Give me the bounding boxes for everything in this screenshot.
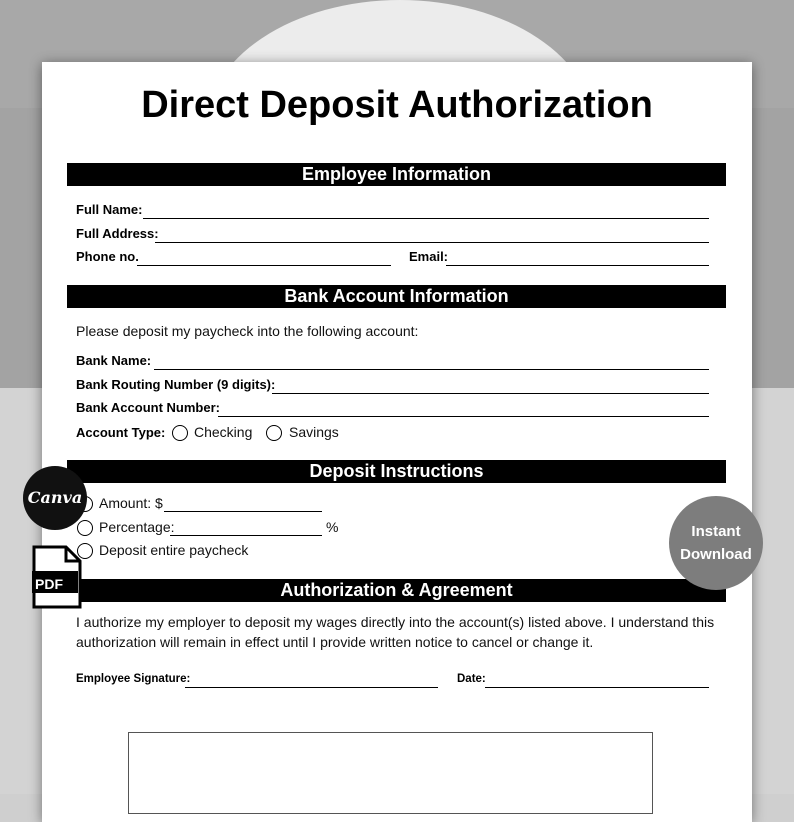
authorization-section-header: Authorization & Agreement [67, 579, 726, 602]
amount-label: Amount: $ [99, 495, 163, 511]
signature-label: Employee Signature: [76, 673, 191, 685]
date-field[interactable] [485, 687, 709, 688]
account-number-label: Bank Account Number: [76, 400, 220, 415]
checking-radio[interactable] [172, 425, 188, 441]
amount-field[interactable] [164, 511, 322, 512]
email-field[interactable] [446, 265, 709, 266]
instant-text: Instant [691, 523, 741, 540]
canva-badge: Canva [23, 466, 87, 530]
entire-paycheck-label: Deposit entire paycheck [99, 542, 249, 558]
routing-number-field[interactable] [272, 393, 709, 394]
instant-download-badge [669, 496, 763, 590]
phone-label: Phone no. [76, 249, 139, 264]
employee-section-header: Employee Information [67, 163, 726, 186]
routing-number-label: Bank Routing Number (9 digits): [76, 377, 276, 392]
pdf-label: PDF [35, 576, 63, 592]
bank-intro-text: Please deposit my paycheck into the following account: [76, 323, 419, 339]
download-text: Download [680, 546, 752, 563]
full-address-label: Full Address: [76, 226, 159, 241]
signature-box[interactable] [128, 732, 653, 814]
checking-label: Checking [194, 424, 253, 440]
date-label: Date: [457, 673, 486, 685]
savings-radio[interactable] [266, 425, 282, 441]
account-number-field[interactable] [218, 416, 709, 417]
authorization-text: I authorize my employer to deposit my wages directly into the account(s) listed above. I understand this authorization will remain in effect until I provide written notice to cancel or change it. [76, 614, 715, 650]
percentage-label: Percentage: [99, 519, 175, 535]
email-label: Email: [409, 249, 449, 264]
savings-label: Savings [289, 424, 339, 440]
account-type-label: Account Type: [76, 425, 166, 440]
full-name-label: Full Name: [76, 202, 143, 217]
full-address-field[interactable] [155, 242, 709, 243]
percentage-field[interactable] [170, 535, 322, 536]
bank-name-field[interactable] [154, 369, 709, 370]
deposit-section-header: Deposit Instructions [67, 460, 726, 483]
percentage-radio[interactable] [77, 520, 93, 536]
bank-name-label: Bank Name: [76, 353, 152, 368]
percent-sign: % [326, 519, 339, 535]
signature-field[interactable] [185, 687, 438, 688]
bank-section-header: Bank Account Information [67, 285, 726, 308]
full-name-field[interactable] [143, 218, 709, 219]
phone-field[interactable] [137, 265, 391, 266]
page-title: Direct Deposit Authorization [141, 84, 653, 126]
